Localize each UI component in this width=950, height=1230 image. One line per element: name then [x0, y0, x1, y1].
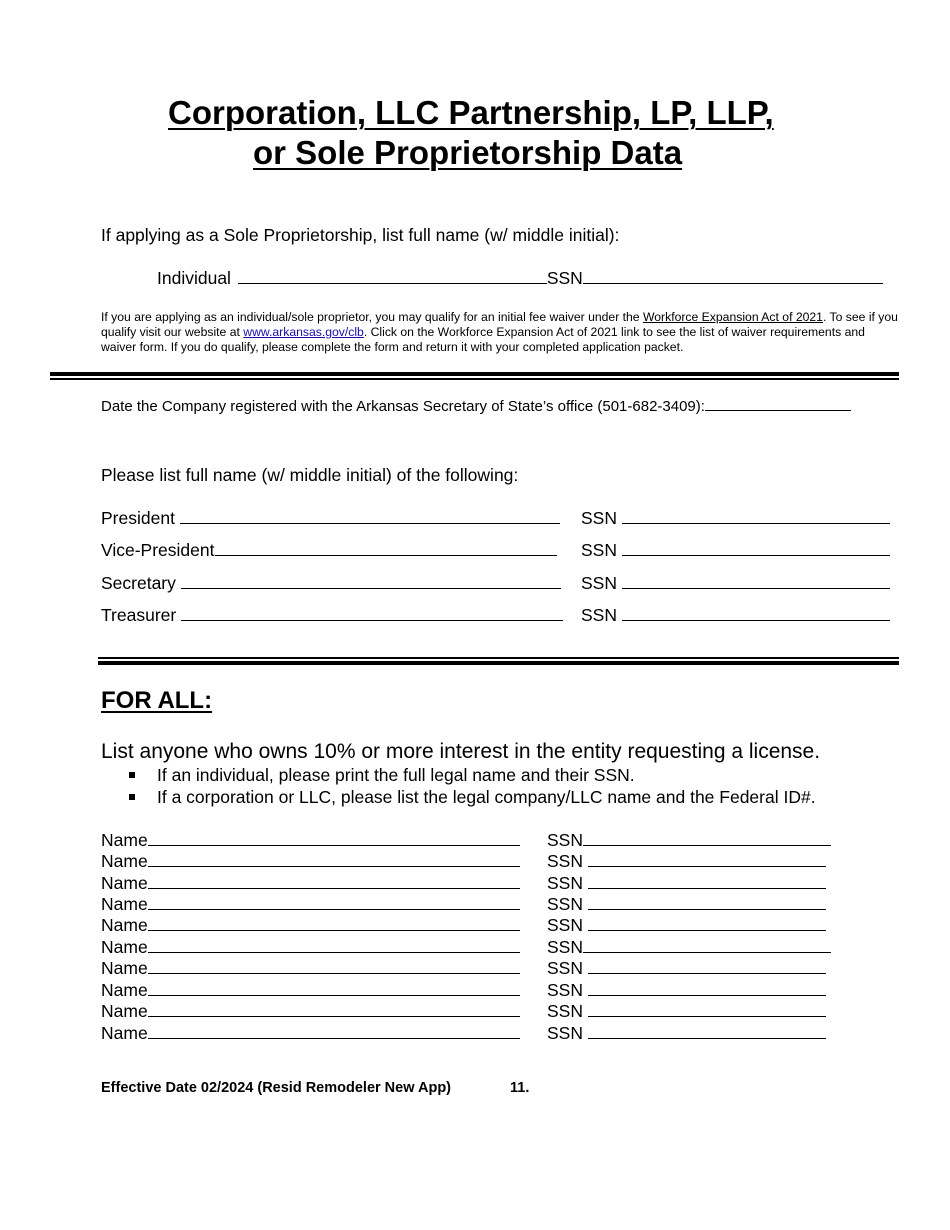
ownership-instruction: List anyone who owns 10% or more interest in the entity requesting a license. [101, 740, 821, 763]
president-ssn-field[interactable] [622, 509, 890, 524]
owner-name-field[interactable] [148, 938, 520, 953]
owner-ssn: SSN [547, 873, 826, 894]
section-divider-2 [98, 657, 899, 659]
date-registered-row [101, 398, 851, 415]
owner-ssn: SSN [547, 1023, 826, 1044]
officer-ssn-president: SSN [581, 508, 890, 529]
footer-page-number: 11. [510, 1080, 530, 1096]
owner-row: Name [101, 915, 520, 936]
section-divider-1 [50, 372, 899, 376]
owner-ssn: SSN [547, 937, 831, 958]
owner-name-field[interactable] [148, 895, 520, 910]
officer-ssn-secretary: SSN [581, 573, 890, 594]
vice-president-name-field[interactable] [215, 541, 557, 556]
bullet-square-icon [129, 794, 135, 800]
owner-name-field[interactable] [148, 959, 520, 974]
owner-ssn: SSN [547, 851, 826, 872]
officer-row-treasurer: Treasurer [101, 605, 563, 626]
owner-row: Name [101, 958, 520, 979]
owner-ssn-field[interactable] [588, 1024, 826, 1039]
owner-name-field[interactable] [148, 1002, 520, 1017]
owner-ssn-field[interactable] [588, 981, 826, 996]
officer-row-secretary: Secretary [101, 573, 561, 594]
officer-ssn-treasurer: SSN [581, 605, 890, 626]
officer-ssn-vice-president: SSN [581, 540, 890, 561]
owner-name-field[interactable] [148, 874, 520, 889]
owner-ssn-field[interactable] [588, 916, 826, 931]
owner-row: Name [101, 1023, 520, 1044]
for-all-heading: FOR ALL: [101, 687, 213, 714]
owner-ssn: SSN [547, 915, 826, 936]
bullet-individual: If an individual, please print the full legal name and their SSN. [129, 765, 635, 786]
fee-waiver-note: If you are applying as an individual/sole proprietor, you may qualify for an initial fee waiver under the Workforce Expansion Act of 2021. To see if you qualify visit our website at www.arkansas.gov/clb. Click on the Workforce Expansion Act of 2021 link to see the list of waiver requirements and waiver form. If you do qualify, please complete the form and return it with your completed application packet. [101, 310, 898, 354]
sole-prop-instruction: If applying as a Sole Proprietorship, list full name (w/ middle initial): [101, 225, 620, 245]
owner-ssn-field[interactable] [588, 959, 826, 974]
secretary-name-field[interactable] [181, 574, 561, 589]
owner-ssn-field[interactable] [588, 874, 826, 889]
owner-row: Name [101, 830, 520, 851]
owner-ssn-field[interactable] [583, 831, 831, 846]
owner-ssn-field[interactable] [583, 938, 831, 953]
owner-row: Name [101, 937, 520, 958]
individual-label: Individual [157, 268, 231, 288]
treasurer-ssn-field[interactable] [622, 606, 890, 621]
owner-ssn-field[interactable] [588, 852, 826, 867]
owner-row: Name [101, 894, 520, 915]
owner-name-field[interactable] [148, 981, 520, 996]
officer-row-vice-president: Vice-President [101, 540, 557, 561]
owner-row: Name [101, 980, 520, 1001]
owner-row: Name [101, 851, 520, 872]
workforce-act-ref: Workforce Expansion Act of 2021 [642, 310, 823, 324]
owner-ssn-field[interactable] [588, 1002, 826, 1017]
footer-effective-date: Effective Date 02/2024 (Resid Remodeler New App) [101, 1080, 452, 1096]
bullet-corporation: If a corporation or LLC, please list the legal company/LLC name and the Federal ID#. [129, 787, 816, 808]
owner-ssn: SSN [547, 894, 826, 915]
vice-president-ssn-field[interactable] [622, 541, 890, 556]
owner-ssn: SSN [547, 980, 826, 1001]
treasurer-name-field[interactable] [181, 606, 563, 621]
section-divider-2b [98, 661, 899, 665]
individual-ssn-label: SSN [546, 268, 583, 288]
page-title-line1: Corporation, LLC Partnership, LP, LLP, [168, 94, 774, 131]
date-registered-field[interactable] [705, 398, 851, 411]
section-divider-1b [50, 378, 899, 380]
owner-name-field[interactable] [148, 1024, 520, 1039]
individual-name-field[interactable] [238, 269, 547, 284]
arkansas-clb-link[interactable]: www.arkansas.gov/clb [243, 325, 364, 339]
officer-row-president: President [101, 508, 560, 529]
date-registered-label: Date the Company registered with the Arkansas Secretary of State’s office (501-682-3409): [101, 398, 705, 415]
president-name-field[interactable] [180, 509, 560, 524]
owner-ssn: SSN [547, 958, 826, 979]
officers-instruction: Please list full name (w/ middle initial) of the following: [101, 465, 519, 485]
individual-ssn-field[interactable] [583, 269, 883, 284]
bullet-square-icon [129, 772, 135, 778]
owner-name-field[interactable] [148, 916, 520, 931]
owner-row: Name [101, 873, 520, 894]
owner-ssn-field[interactable] [588, 895, 826, 910]
owner-row: Name [101, 1001, 520, 1022]
page-title-line2: or Sole Proprietorship Data [253, 134, 683, 171]
owner-name-field[interactable] [148, 831, 520, 846]
secretary-ssn-field[interactable] [622, 574, 890, 589]
owner-name-field[interactable] [148, 852, 520, 867]
owner-ssn: SSN [547, 830, 831, 851]
owner-ssn: SSN [547, 1001, 826, 1022]
individual-row [157, 268, 883, 289]
